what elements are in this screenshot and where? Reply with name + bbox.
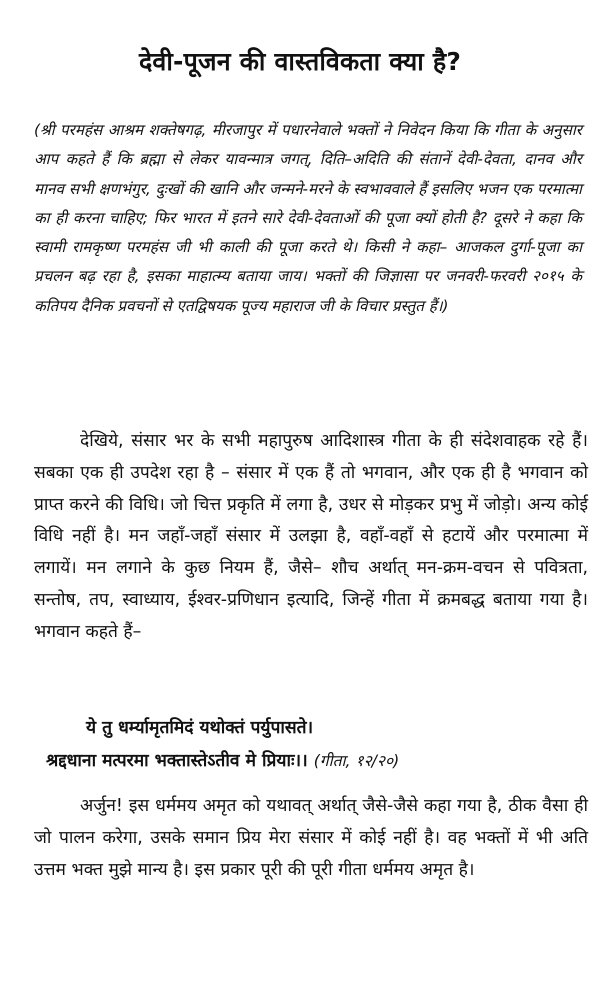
gita-verse	[34, 712, 588, 778]
verse-line-2-text: श्रद्दधाना मत्परमा भक्तास्तेऽतीव मे प्रियाः।।	[46, 751, 308, 771]
intro-note: (श्री परमहंस आश्रम शक्तेषगढ़, मीरजापुर में पधारनेवाले भक्तों ने निवेदन किया कि गीता के अनुसार आप कहते हैं कि ब्रह्मा से लेकर यावन्मात्र जगत्, दिति–अदिति की संतानें देवी-देवता, दानव और मानव सभी क्षणभंगुर, दुःखों की खानि और जन्मने-मरने के स्वभाववाले हैं इसलिए भजन एक परमात्मा का ही करना चाहिए; फिर भारत में इतने सारे देवी-देवताओं की पूजा क्यों होती है? दूसरे ने कहा कि स्वामी रामकृष्ण परमहंस जी भी काली की पूजा करते थे। किसी ने कहा– आजकल दुर्गा-पूजा का प्रचलन बढ़ रहा है, इसका माहात्म्य बताया जाय। भक्तों की जिज्ञासा पर जनवरी-फरवरी २०१५ के कतिपय दैनिक प्रवचनों से एतद्विषयक पूज्य महाराज जी के विचार प्रस्तुत हैं।)	[34, 121, 582, 315]
body-paragraph-2: अर्जुन! इस धर्ममय अमृत को यथावत् अर्थात् जैसे-जैसे कहा गया है, ठीक वैसा ही जो पालन करेगा, उसके समान प्रिय मेरा संसार में कोई नहीं है। वह भक्तों में भी अति उत्तम भक्त मुझे मान्य है। इस प्रकार पूरी की पूरी गीता धर्ममय अमृत है।	[34, 796, 588, 880]
body-paragraph-1: देखिये, संसार भर के सभी महापुरुष आदिशास्त्र गीता के ही संदेशवाहक रहे हैं। सबका एक ही उपदेश रहा है – संसार में एक हैं तो भगवान, और एक ही है भगवान को प्राप्त करने की विधि। जो चित्त प्रकृति में लगा है, उधर से मोड़कर प्रभु में जोड़ो। अन्य कोई विधि नहीं है। मन जहाँ-जहाँ संसार में उलझा है, वहाँ-वहाँ से हटायें और परमात्मा में लगायें। मन लगाने के कुछ नियम हैं, जैसे– शौच अर्थात् मन-क्रम-वचन से पवित्रता, सन्तोष, तप, स्वाध्याय, ईश्वर-प्रणिधान इत्यादि, जिन्हें गीता में क्रमबद्ध बताया गया है। भगवान कहते हैं–	[34, 431, 588, 642]
page-title: देवी-पूजन की वास्तविकता क्या है?	[138, 47, 462, 76]
verse-line-1: ये तु धर्म्यामृतमिदं यथोक्तं पर्युपासते।	[86, 718, 314, 738]
verse-reference: (गीता, १२/२०)	[313, 752, 400, 770]
verse-line-2	[34, 745, 588, 778]
